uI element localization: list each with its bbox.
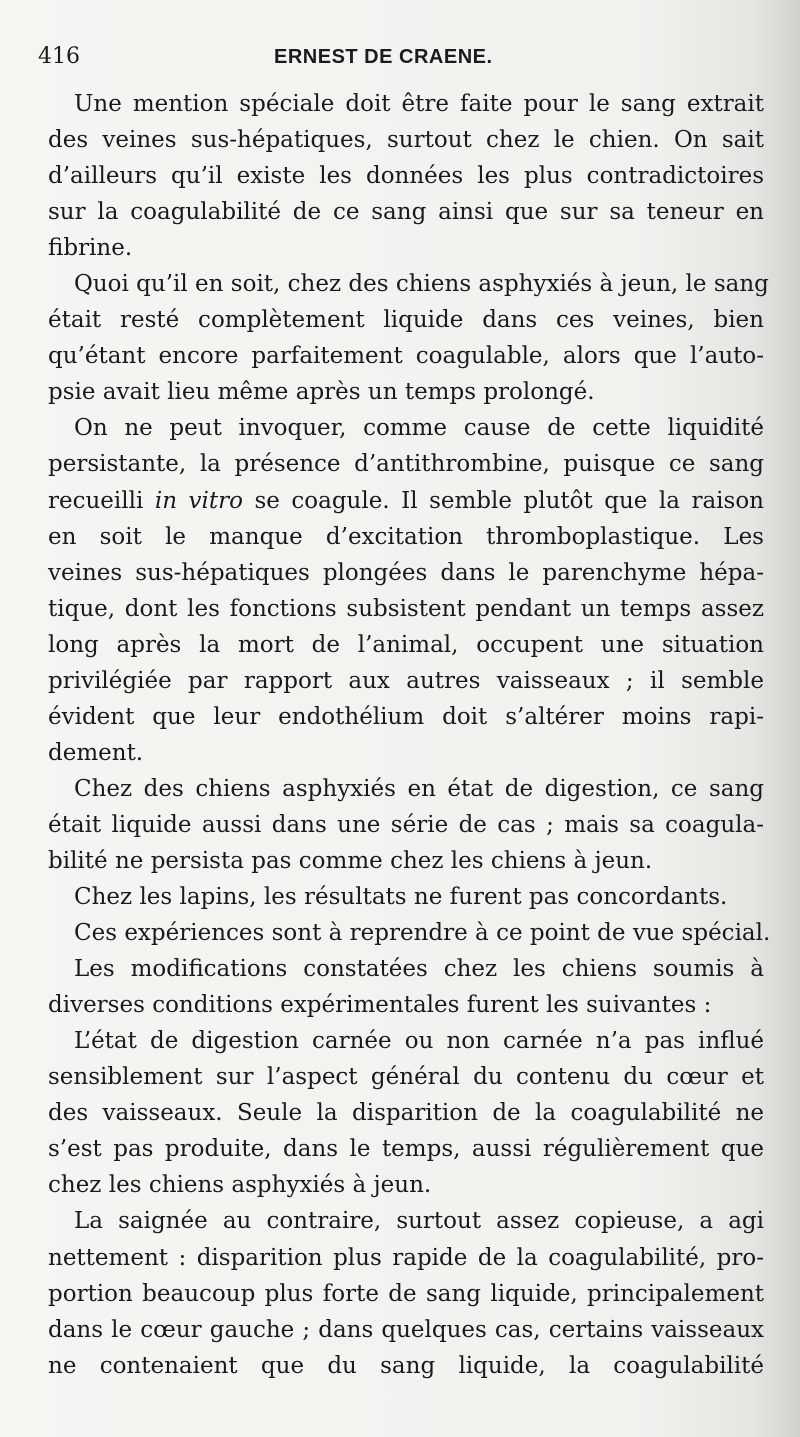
text-line: Quoi qu’il en soit, chez des chiens asphyxiés à jeun, le sang	[74, 271, 769, 298]
text-line: psie avait lieu même après un temps prolongé.	[48, 379, 595, 406]
text-line: long après la mort de l’animal, occupent une situation	[48, 631, 764, 658]
text-line: en soit le manque d’excitation thromboplastique. Les	[48, 523, 764, 550]
text-line: Une mention spéciale doit être faite pour le sang extrait	[74, 91, 764, 117]
text-line: sensiblement sur l’aspect général du contenu du cœur et	[48, 1064, 764, 1091]
text-line: sur la coagulabilité de ce sang ainsi que sur sa teneur en	[48, 199, 764, 226]
italic-phrase: in vitro	[154, 487, 243, 514]
page-number: 416	[38, 44, 80, 69]
text-line: bilité ne persista pas comme chez les chiens à jeun.	[48, 847, 653, 874]
text-line: persistante, la présence d’antithrombine, puisque ce sang	[48, 451, 764, 478]
text-line: privilégiée par rapport aux autres vaisseaux ; il semble	[48, 667, 764, 694]
text-line: tique, dont les fonctions subsistent pendant un temps assez	[48, 595, 764, 622]
text-line: diverses conditions expérimentales furent les suivantes :	[48, 992, 712, 1019]
text-line: Les modifications constatées chez les chiens soumis à	[74, 956, 764, 983]
text-line: chez les chiens asphyxiés à jeun.	[48, 1172, 432, 1199]
text-line: Chez les lapins, les résultats ne furent pas concordants.	[74, 884, 728, 911]
text-line: fibrine.	[48, 235, 133, 262]
body-text	[48, 86, 771, 1384]
text-line: ne contenaient que du sang liquide, la coagulabilité	[48, 1352, 764, 1379]
text-line	[48, 483, 764, 519]
text-line: d’ailleurs qu’il existe les données les plus contradictoires	[48, 163, 764, 190]
text-line: portion beaucoup plus forte de sang liquide, principalement	[48, 1280, 764, 1307]
text-line: Chez des chiens asphyxiés en état de digestion, ce sang	[74, 775, 764, 802]
text-line: L’état de digestion carnée ou non carnée n’a pas influé	[74, 1028, 764, 1055]
text-line: dement.	[48, 739, 144, 766]
text-line: des vaisseaux. Seule la disparition de la coagulabilité ne	[48, 1100, 764, 1127]
text-segment: recueilli	[48, 487, 155, 514]
text-line: La saignée au contraire, surtout assez copieuse, a agi	[74, 1208, 764, 1235]
text-line: Ces expériences sont à reprendre à ce point de vue spécial.	[74, 920, 771, 947]
page-header	[38, 40, 778, 80]
text-line: était resté complètement liquide dans ces veines, bien	[48, 307, 764, 334]
running-head: ERNEST DE CRAENE.	[274, 46, 493, 68]
text-line: s’est pas produite, dans le temps, aussi régulièrement que	[48, 1136, 764, 1163]
text-line: était liquide aussi dans une série de cas ; mais sa coagula-	[48, 811, 764, 838]
text-line: qu’étant encore parfaitement coagulable, alors que l’auto-	[48, 343, 764, 370]
text-line: On ne peut invoquer, comme cause de cette liquidité	[74, 415, 764, 442]
text-line: évident que leur endothélium doit s’altérer moins rapi-	[48, 703, 764, 730]
text-line: des veines sus-hépatiques, surtout chez le chien. On sait	[48, 127, 764, 154]
text-segment: se coagule. Il semble plutôt que la raison	[242, 487, 764, 514]
text-line: dans le cœur gauche ; dans quelques cas, certains vaisseaux	[48, 1316, 764, 1343]
text-line: nettement : disparition plus rapide de la coagulabilité, pro-	[48, 1244, 764, 1271]
text-line: veines sus-hépatiques plongées dans le parenchyme hépa-	[48, 559, 764, 586]
